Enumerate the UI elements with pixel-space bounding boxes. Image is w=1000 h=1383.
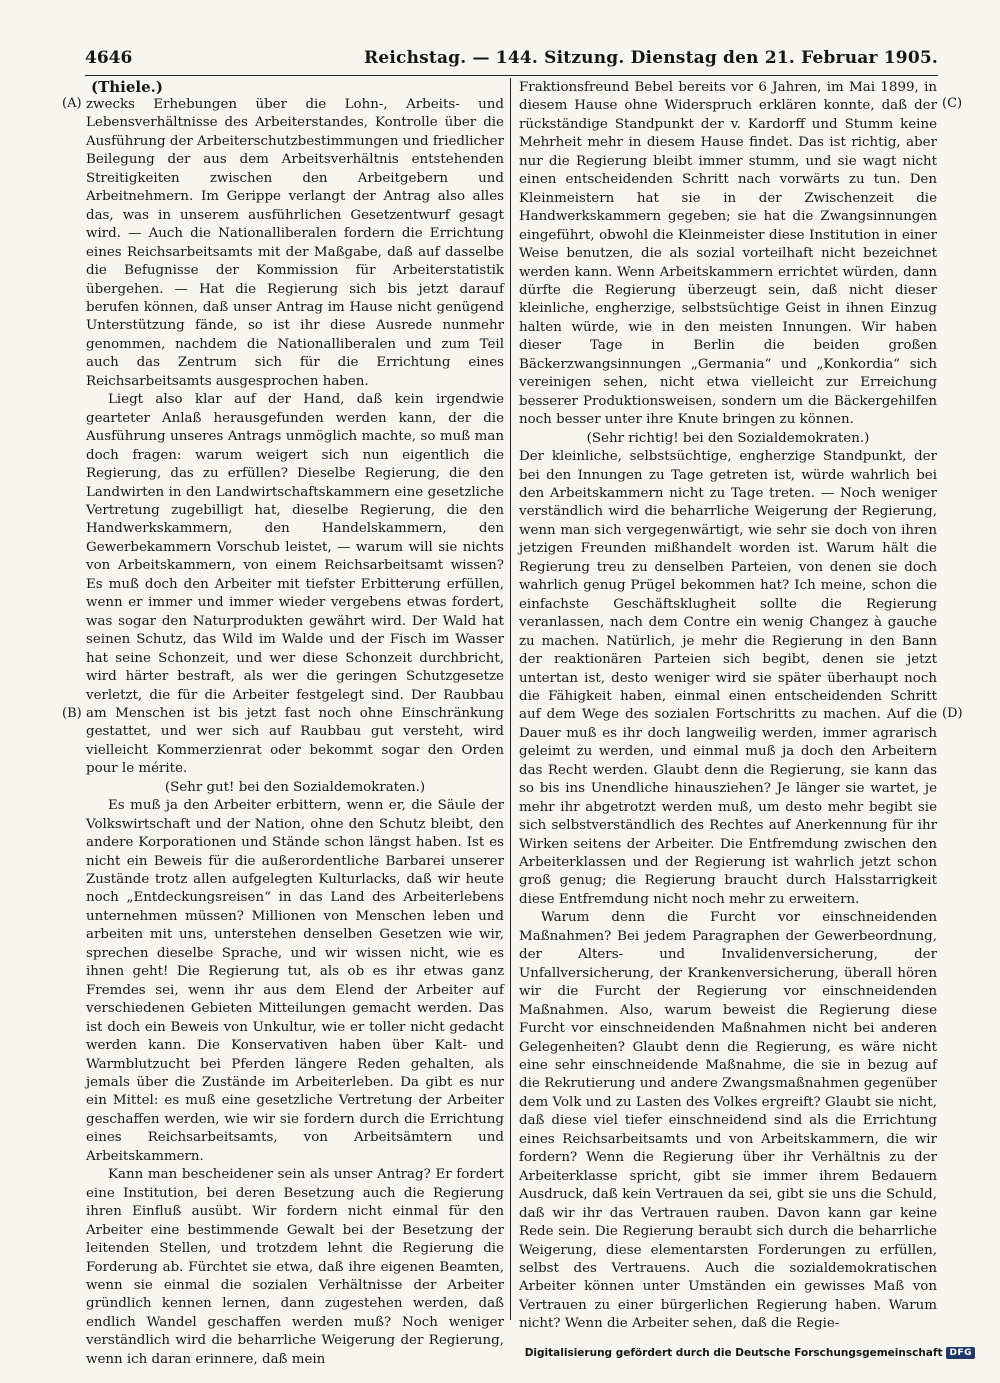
- paragraph: Kann man bescheidener sein als unser Antrag? Er fordert eine Institution, bei deren Besetzung auch die Regierung ihren Einfluß ausübt. Wir fordern nicht einmal für den Arbeiter eine bestimmende Gewalt bei der Besetzung der leitenden Stellen, und trotzdem lehnt die Regierung die Forderung ab. Fürchtet sie etwa, daß ihre eigenen Beamten, wenn sie einmal die sozialen Verhältnisse der Arbeiter gründlich kennen lernen, dann zugestehen werden, daß endlich Wandel geschaffen werden muß? Noch weniger verständlich wird die beharrliche Weigerung der Regierung, wenn ich daran erinnere, daß mein: [86, 1167, 504, 1367]
- margin-marker-d: (D): [942, 706, 963, 721]
- right-column: [519, 79, 937, 1334]
- paragraph: Warum denn die Furcht vor einschneidenden Maßnahmen? Bei jedem Paragraphen der Gewerbeordnung, der Alters- und Invalidenversicherung, der Unfallversicherung, der Krankenversicherung, überall hören wir die Furcht der Regierung vor einschneidenden Maßnahmen. Also, warum beweist die Regierung diese Furcht vor einschneidenden Maßnahmen nicht bei anderen Gelegenheiten? Glaubt denn die Regierung, es wäre nicht eine sehr einschneidende Maßnahme, die sie in bezug auf die Rekrutierung und andere Zwangsmaßnahmen gegenüber dem Volk und zu Lasten des Volkes ergreift? Glaubt sie nicht, daß diese viel tiefer einschneidend sind als die Errichtung eines Reichsarbeitsamts und von Arbeitskammern, die wir fordern? Wenn die Regierung über ihr Verhältnis zu der Arbeiterklasse spricht, gibt sie immer ihrem Bedauern Ausdruck, daß kein Vertrauen da sei, gibt sie uns die Schuld, daß wir ihr das Vertrauen rauben. Davon kann gar keine Rede sein. Die Regierung beraubt sich durch die beharrliche Weigerung, diese elementarsten Forderungen zu erfüllen, selbst des Vertrauens. Auch die sozialdemokratischen Arbeiter können unter Umständen ein gewisses Maß von Vertrauen zu einer bürgerlichen Regierung haben. Warum nicht? Wenn die Arbeiter sehen, daß die Regie-: [519, 910, 937, 1332]
- margin-marker-a: (A): [62, 96, 82, 111]
- interjection: (Sehr richtig! bei den Sozialdemokraten.): [586, 430, 870, 446]
- column-divider: [510, 78, 511, 1320]
- speaker-label: (Thiele.): [91, 78, 163, 96]
- paragraph: Es muß ja den Arbeiter erbittern, wenn er, die Säule der Volkswirtschaft und der Nation, ohne den Schutz bleibt, den andere Korporationen und Stände schon längst haben. Ist es nicht ein Beweis für die außerordentliche Barbarei unserer Zustände trotz allen aufgelegten Kulturlacks, daß wir heute noch „Entdeckungsreisen“ in das Land des Arbeiterlebens unternehmen müssen? Millionen von Menschen leben und arbeiten mit uns, unterstehen denselben Gesetzen wie wir, sprechen dieselbe Sprache, und wir wissen nicht, wie es ihnen geht! Die Regierung tut, als ob es ihr etwas ganz Fremdes sei, wenn ihr aus dem Elend der Arbeiter auf verschiedenen Gebieten Mitteilungen gemacht werden. Das ist doch ein Beweis von Unkultur, wie er toller nicht gedacht werden kann. Die Konservativen haben über Kalt- und Warmblutzucht bei Pferden längere Reden gehalten, als jemals über die Zustände im Arbeiterleben. Da gibt es nur ein Mittel: es muß eine gesetzliche Vertretung der Arbeiter geschaffen werden, wie wir sie fordern durch die Errichtung eines Reichsarbeitsamts, von Arbeitsämtern und Arbeitskammern.: [86, 798, 504, 1164]
- margin-marker-b: (B): [62, 706, 82, 721]
- footer-text: Digitalisierung gefördert durch die Deutsche Forschungsgemeinschaft: [524, 1347, 943, 1359]
- page-title: Reichstag. — 144. Sitzung. Dienstag den 21. Februar 1905.: [364, 48, 938, 68]
- dfg-logo: DFG: [946, 1347, 975, 1359]
- page-number: 4646: [85, 48, 133, 68]
- margin-marker-c: (C): [942, 96, 963, 111]
- header-rule: [85, 75, 938, 76]
- paragraph: Der kleinliche, selbstsüchtige, engherzige Standpunkt, der bei den Innungen zu Tage getreten ist, würde wahrlich bei den Arbeitskammern nicht zu Tage treten. — Noch weniger verständlich wird die beharrliche Weigerung der Regierung, wenn man sich vergegenwärtigt, wie sehr sie doch von ihren jetzigen Freunden mißhandelt worden ist. Warum hält die Regierung treu zu denselben Parteien, von denen sie doch wahrlich genug Prügel bekommen hat? Ich meine, schon die einfachste Geschäftsklugheit sollte die Regierung veranlassen, nach dem Contre ein wenig Changez à gauche zu machen. Natürlich, je mehr die Regierung in den Bann der reaktionären Parteien sich begibt, denen sie jetzt untertan ist, desto weniger wird sie später überhaupt noch die Fähigkeit haben, einmal einen entscheidenden Schritt auf dem Wege des sozialen Fortschritts zu machen. Auf die Dauer muß es ihr doch langweilig werden, immer agrarisch geleimt zu werden, und einmal muß ja doch den Arbeitern das Recht werden. Glaubt denn die Regierung, sie kann das so bis ins Unendliche hinausziehen? Je länger sie wartet, je mehr ihr abgetrotzt werden muß, um desto mehr begibt sie sich selbstverständlich des Rechtes auf Anerkennung für ihr Wirken seitens der Arbeiter. Die Entfremdung zwischen den Arbeiterklassen und der Regierung ist wahrlich jetzt schon groß genug; die Regierung braucht durch Halsstarrigkeit diese Entfremdung nicht noch mehr zu erweitern.: [519, 449, 937, 907]
- paragraph: Liegt also klar auf der Hand, daß kein irgendwie gearteter Anlaß herausgefunden werden kann, der die Ausführung unseres Antrags unmöglich machte, so muß man doch fragen: warum weigert sich nun eigentlich die Regierung, das zu erfüllen? Dieselbe Regierung, die den Landwirten in den Landwirtschaftskammern eine gesetzliche Vertretung zugebilligt hat, dieselbe Regierung, die den Handwerkskammern, den Handelskammern, den Gewerbekammern Vorschub leistet, — warum will sie nichts von Arbeitskammern, von einem Reichsarbeitsamt wissen? Es muß doch den Arbeiter mit tiefster Erbitterung erfüllen, wenn er immer und immer wieder vergebens etwas fordert, was sogar den Naturprodukten gewährt wird. Der Wald hat seinen Schutz, das Wild im Walde und der Fisch im Wasser hat seine Schonzeit, und wer diese Schonzeit durchbricht, wird härter bestraft, als wer die geringen Schutzgesetze verletzt, die für die Arbeiter festgelegt sind. Der Raubbau am Menschen ist bis jetzt fast noch ohne Einschränkung gestattet, und wer sich auf Raubbau gut versteht, wird vielleicht Kommerzienrat oder bekommt sogar den Orden pour le mérite.: [86, 392, 504, 777]
- interjection: (Sehr gut! bei den Sozialdemokraten.): [164, 779, 426, 795]
- footer-credit: [525, 1347, 975, 1359]
- page-header: [85, 48, 938, 72]
- paragraph: Fraktionsfreund Bebel bereits vor 6 Jahren, im Mai 1899, in diesem Hause ohne Widerspruch erklären konnte, daß der rückständige Standpunkt der v. Kardorff und Stumm keine Mehrheit mehr in diesem Hause findet. Das ist richtig, aber nur die Regierung bleibt immer stumm, und sie wagt nicht einen entscheidenden Schritt nach vorwärts zu tun. Den Kleinmeistern hat sie in der Zwischenzeit die Handwerkskammern gegeben; sie hat die Zwangsinnungen eingeführt, obwohl die Kleinmeister diese Institution in einer Weise benutzen, die als sozial vorteilhaft nicht bezeichnet werden kann. Wenn Arbeitskammern errichtet würden, dann dürfte die Regierung überzeugt sein, daß nicht dieser kleinliche, engherzige, selbstsüchtige Geist in ihnen Einzug halten würde, wie in den meisten Innungen. Wir haben dieser Tage in Berlin die beiden großen Bäckerzwangsinnungen „Germania“ und „Konkordia“ sich vereinigen sehen, nicht etwa vielleicht zur Erreichung besserer Produktionsweisen, sondern um die Bäckergehilfen noch besser unter ihre Knute bringen zu können.: [519, 80, 937, 428]
- paragraph: zwecks Erhebungen über die Lohn-, Arbeits- und Lebensverhältnisse des Arbeiterstandes, Kontrolle über die Ausführung der Arbeiterschutzbestimmungen und friedlicher Beilegung der aus dem Arbeitsverhältnis entstehenden Streitigkeiten zwischen den Arbeitgebern und Arbeitnehmern. Im Gerippe verlangt der Antrag also alles das, was in unserem ausführlichen Gesetzentwurf gesagt wird. — Auch die Nationalliberalen fordern die Errichtung eines Reichsarbeitsamts mit der Maßgabe, daß auf dasselbe die Befugnisse der Kommission für Arbeiterstatistik übergehen. — Hat die Regierung sich bis jetzt darauf berufen können, daß unser Antrag im Hause nicht genügend Unterstützung fände, so ist ihr diese Ausrede nunmehr genommen, nachdem die Nationalliberalen und zum Teil auch das Zentrum sich für die Errichtung eines Reichsarbeitsamts ausgesprochen haben.: [86, 97, 504, 389]
- left-column: [86, 96, 504, 1369]
